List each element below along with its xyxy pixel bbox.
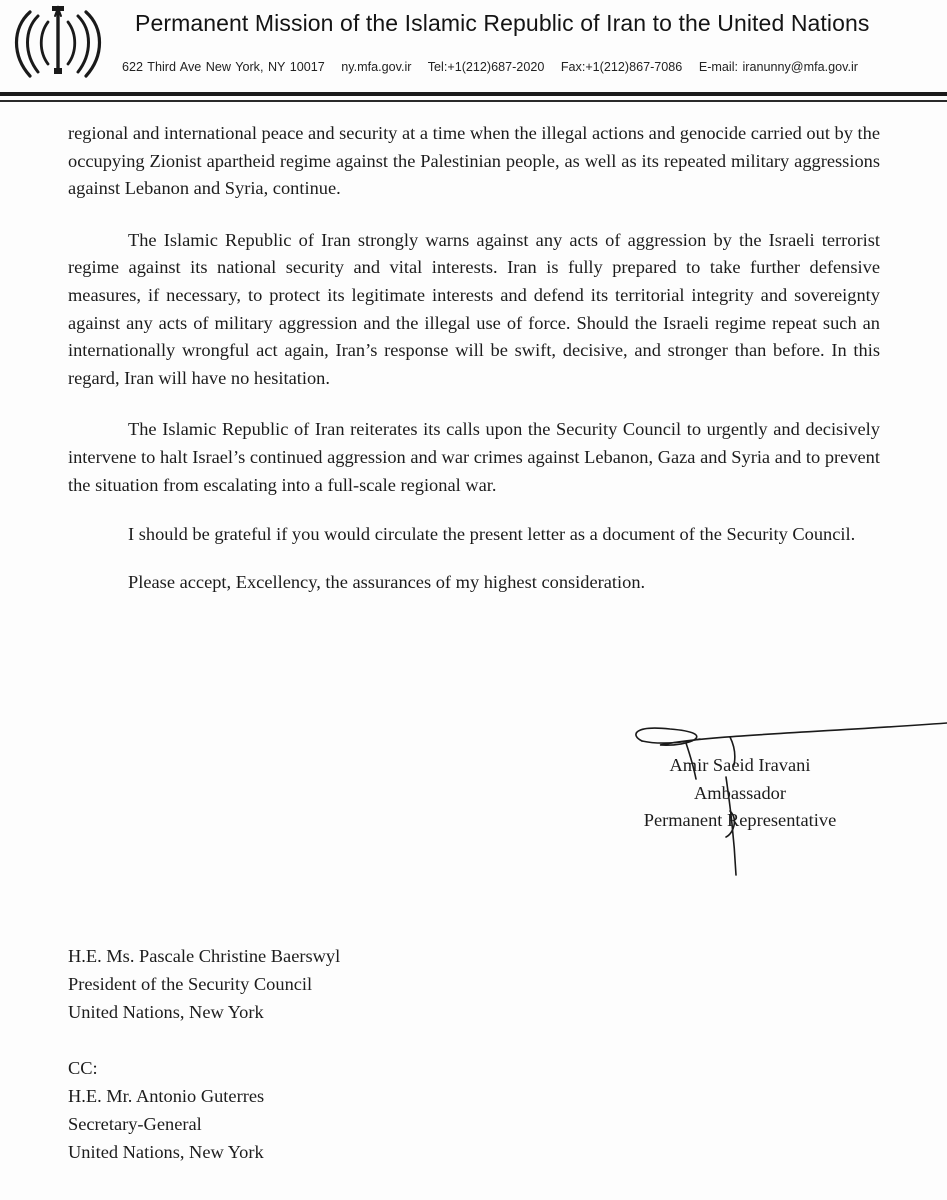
letterhead-rule-thick xyxy=(0,92,947,96)
mission-fax: Fax:+1(212)867-7086 xyxy=(560,60,683,74)
closing-paragraph: Please accept, Excellency, the assurances of my highest consideration. xyxy=(128,571,646,592)
signatory-title: Ambassador xyxy=(694,782,786,803)
addressee-line: President of the Security Council xyxy=(68,974,313,994)
iran-emblem-icon xyxy=(8,4,108,84)
addressee-block xyxy=(68,942,340,1026)
cc-label: CC: xyxy=(68,1058,98,1078)
cc-line: H.E. Mr. Antonio Guterres xyxy=(68,1086,265,1106)
cc-line: United Nations, New York xyxy=(68,1142,264,1162)
mission-email[interactable]: E-mail: iranunny@mfa.gov.ir xyxy=(698,60,858,74)
letter-body xyxy=(68,120,880,620)
body-paragraph: regional and international peace and security at a time when the illegal actions and genocide carried out by the occupying Zionist apartheid regime against the Palestinian people, as well as its repeated military aggressions against Lebanon and Syria, continue. xyxy=(68,123,880,199)
body-paragraph: The Islamic Republic of Iran reiterates its calls upon the Security Council to urgently and decisively intervene to halt Israel’s continued aggression and war crimes against Lebanon, Gaza and Syria and to prevent the situation from escalating into a full-scale regional war. xyxy=(68,419,880,495)
cc-line: Secretary-General xyxy=(68,1114,202,1134)
mission-name: Permanent Mission of the Islamic Republic of Iran to the United Nations xyxy=(135,10,870,36)
signatory-role: Permanent Representative xyxy=(643,810,837,831)
mission-tel: Tel:+1(212)687-2020 xyxy=(427,60,545,74)
cc-block xyxy=(68,1054,264,1166)
contact-line xyxy=(122,60,858,74)
mission-address: 622 Third Ave New York, NY 10017 xyxy=(122,60,325,74)
addressee-line: H.E. Ms. Pascale Christine Baerswyl xyxy=(68,946,341,966)
mission-website[interactable]: ny.mfa.gov.ir xyxy=(341,60,412,74)
body-paragraph: The Islamic Republic of Iran strongly warns against any acts of aggression by the Israeli terrorist regime against its national security and vital interests. Iran is fully prepared to take further defensive measures, if necessary, to protect its legitimate interests and defend its territorial integrity and sovereignty against any acts of military aggression and the illegal use of force. Should the Israeli regime repeat such an internationally wrongful act again, Iran’s response will be swift, decisive, and stronger than before. In this regard, Iran will have no hesitation. xyxy=(68,229,880,388)
body-paragraph: I should be grateful if you would circulate the present letter as a document of the Security Council. xyxy=(128,524,856,545)
signatory-name: Amir Saeid Iravani xyxy=(669,755,811,775)
letterhead-rule-thin xyxy=(0,100,947,102)
signature-block xyxy=(580,752,900,835)
addressee-line: United Nations, New York xyxy=(68,1002,264,1022)
